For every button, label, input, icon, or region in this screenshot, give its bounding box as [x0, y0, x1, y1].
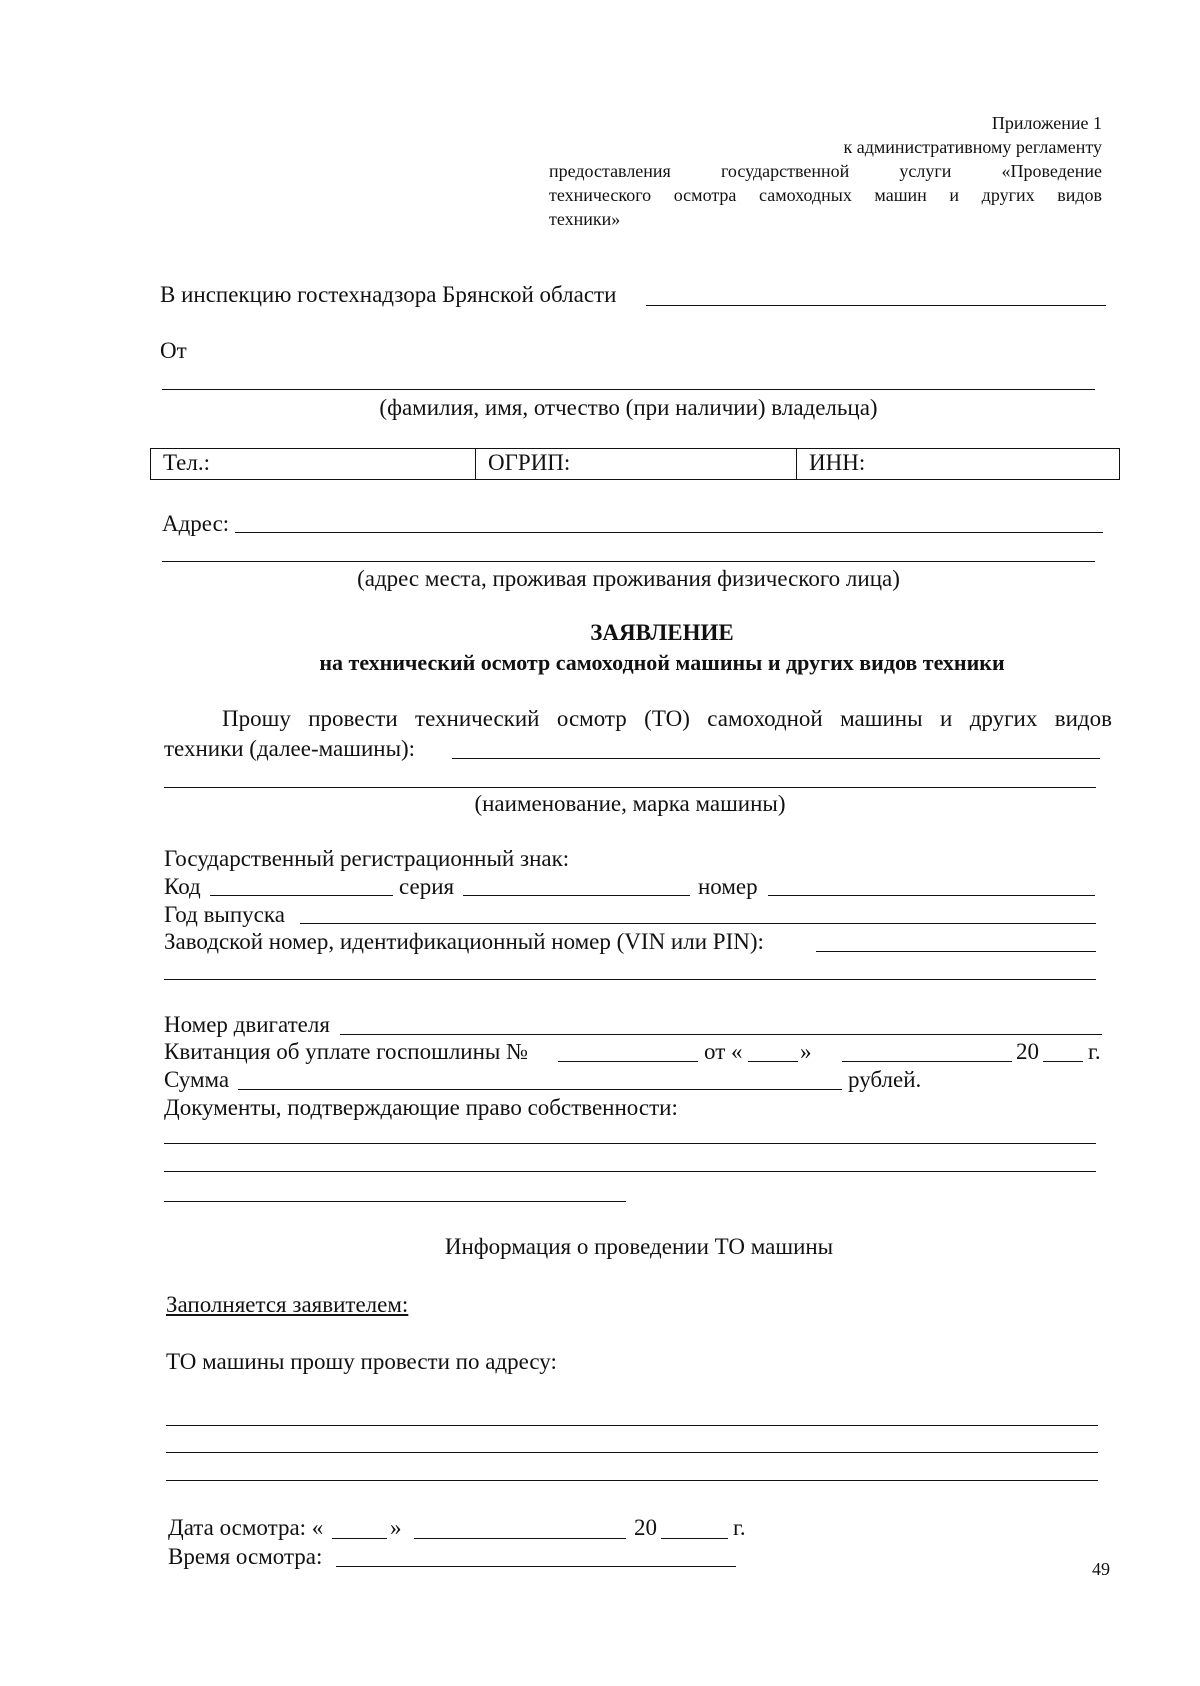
code-label: Код: [164, 874, 201, 899]
inspection-year-field[interactable]: [661, 1538, 728, 1539]
inn-cell[interactable]: [797, 449, 1119, 479]
page-number: 49: [1092, 1559, 1110, 1579]
address-field[interactable]: [235, 532, 1103, 533]
request-line-2: техники (далее-машины):: [164, 736, 416, 761]
series-label: серия: [399, 874, 455, 899]
code-field[interactable]: [210, 895, 393, 896]
appendix-line-2: к административному регламенту: [843, 137, 1102, 157]
machine-field[interactable]: [452, 758, 1100, 759]
year-field[interactable]: [300, 923, 1096, 924]
address-caption: (адрес места, проживая проживания физического лица): [357, 566, 900, 591]
number-field[interactable]: [768, 895, 1095, 896]
ownership-field-3[interactable]: [164, 1201, 626, 1202]
series-field[interactable]: [463, 895, 690, 896]
vin-field[interactable]: [816, 951, 1096, 952]
inspection-address-label: ТО машины прошу провести по адресу:: [166, 1349, 557, 1374]
appendix-line-4: технического осмотра самоходных машин и других видов: [549, 185, 1102, 205]
sum-field[interactable]: [238, 1089, 842, 1090]
receipt-from-label: от «: [704, 1039, 743, 1064]
tel-label: Тел.:: [163, 450, 210, 475]
inn-label: ИНН:: [809, 450, 866, 475]
engine-field[interactable]: [340, 1034, 1102, 1035]
owner-name-caption: (фамилия, имя, отчество (при наличии) владельца): [379, 395, 878, 420]
inspection-day-field[interactable]: [332, 1538, 387, 1539]
recipient-field[interactable]: [646, 305, 1106, 306]
engine-label: Номер двигателя: [164, 1012, 330, 1037]
machine-field-2[interactable]: [164, 787, 1096, 788]
ogrip-cell[interactable]: [476, 449, 797, 479]
address-label: Адрес:: [162, 511, 230, 536]
inspection-date-close-quote: »: [390, 1515, 402, 1540]
ownership-field-2[interactable]: [164, 1171, 1096, 1172]
owner-name-field[interactable]: [162, 389, 1095, 390]
appendix-line-3: предоставления государственной услуги «Проведение: [549, 161, 1102, 181]
filled-by-label: Заполняется заявителем:: [166, 1292, 409, 1317]
inspection-time-label: Время осмотра:: [168, 1544, 323, 1569]
inspection-year-suffix: г.: [733, 1515, 746, 1540]
request-paragraph: [164, 705, 1112, 733]
ownership-label: Документы, подтверждающие право собственности:: [164, 1095, 678, 1120]
request-line-1: Прошу провести технический осмотр (ТО) самоходной машины и других видов: [222, 706, 1112, 731]
inspection-month-field[interactable]: [414, 1538, 626, 1539]
appendix-header: [549, 111, 1102, 231]
receipt-year-field[interactable]: [1043, 1061, 1083, 1062]
document-title: ЗАЯВЛЕНИЕ: [590, 620, 734, 645]
receipt-year-suffix: г.: [1088, 1039, 1101, 1064]
receipt-month-field[interactable]: [842, 1061, 1012, 1062]
tel-cell[interactable]: [151, 449, 476, 479]
inspection-year-prefix: 20: [634, 1515, 657, 1540]
receipt-close-quote: »: [800, 1039, 812, 1064]
inspection-address-field-3[interactable]: [166, 1480, 1098, 1481]
number-label: номер: [698, 874, 758, 899]
machine-caption: (наименование, марка машины): [474, 791, 786, 816]
appendix-line-5: техники»: [549, 209, 621, 229]
vin-label: Заводской номер, идентификационный номер (VIN или PIN):: [164, 929, 764, 954]
ownership-field-1[interactable]: [164, 1143, 1096, 1144]
reg-sign-label: Государственный регистрационный знак:: [164, 846, 570, 871]
inspection-address-field-2[interactable]: [166, 1452, 1098, 1453]
ogrip-label: ОГРИП:: [488, 450, 571, 475]
appendix-title: Приложение 1: [991, 113, 1102, 133]
inspection-time-field[interactable]: [336, 1566, 736, 1567]
receipt-label: Квитанция об уплате госпошлины №: [164, 1039, 529, 1064]
vin-field-2[interactable]: [164, 979, 1096, 980]
from-label: От: [160, 338, 187, 363]
sum-label: Сумма: [164, 1067, 230, 1092]
info-heading: Информация о проведении ТО машины: [444, 1234, 834, 1259]
receipt-day-field[interactable]: [748, 1061, 798, 1062]
receipt-year-prefix: 20: [1016, 1039, 1039, 1064]
receipt-number-field[interactable]: [558, 1061, 698, 1062]
rubles-label: рублей.: [848, 1067, 922, 1092]
inspection-address-field-1[interactable]: [166, 1425, 1098, 1426]
year-label: Год выпуска: [164, 902, 285, 927]
inspection-date-label: Дата осмотра: «: [168, 1515, 324, 1540]
recipient-label: В инспекцию гостехнадзора Брянской области: [160, 282, 617, 307]
document-subtitle: на технический осмотр самоходной машины и других видов техники: [319, 650, 1005, 675]
address-field-2[interactable]: [162, 561, 1095, 562]
contacts-table: [150, 448, 1120, 480]
